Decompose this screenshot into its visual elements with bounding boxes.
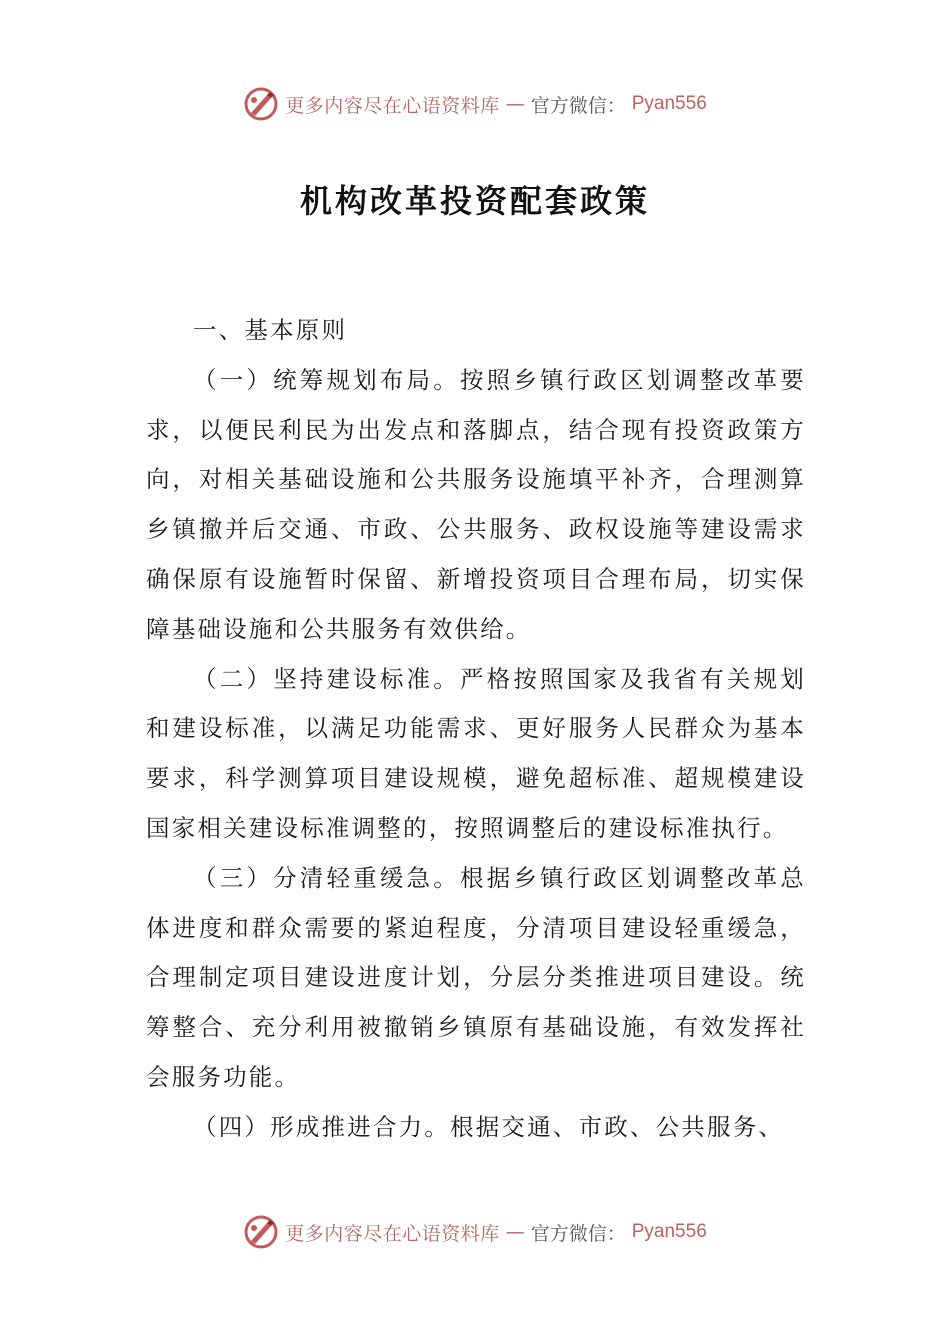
pen-circle-logo-icon	[243, 1214, 279, 1250]
paragraph-1: （一）统筹规划布局。按照乡镇行政区划调整改革要求，以便民利民为出发点和落脚点，结合现有投资政策方向，对相关基础设施和公共服务设施填平补齐，合理测算乡镇撤并后交通、市政、公共服务、政权设施等建设需求确保原有设施暂时保留、新增投资项目合理布局，切实保障基础设施和公共服务有效供给。	[146, 365, 806, 643]
watermark-id: Pyan556	[631, 93, 707, 114]
watermark-dash: —	[505, 1221, 525, 1243]
watermark-text: 更多内容尽在心语资料库	[285, 94, 500, 117]
watermark-header	[0, 84, 950, 124]
watermark-text: 更多内容尽在心语资料库	[285, 1222, 500, 1245]
paragraph-3: （三）分清轻重缓急。根据乡镇行政区划调整改革总体进度和群众需要的紧迫程度，分清项目建设轻重缓急，合理制定项目建设进度计划，分层分类推进项目建设。统筹整合、充分利用被撤销乡镇原有基础设施，有效发挥社会服务功能。	[146, 863, 806, 1091]
document-body	[146, 306, 806, 1153]
pen-circle-logo-icon	[243, 86, 279, 122]
watermark-official: 官方微信：	[530, 1222, 626, 1245]
paragraph-2: （二）坚持建设标准。严格按照国家及我省有关规划和建设标准，以满足功能需求、更好服务人民群众为基本要求，科学测算项目建设规模，避免超标准、超规模建设国家相关建设标准调整的，按照调整后的建设标准执行。	[146, 664, 806, 842]
watermark-footer	[0, 1212, 950, 1252]
paragraph-4: （四）形成推进合力。根据交通、市政、公共服务、	[193, 1112, 785, 1141]
watermark-official: 官方微信：	[530, 94, 626, 117]
watermark-id: Pyan556	[631, 1221, 707, 1242]
section-heading: 一、基本原则	[193, 316, 348, 344]
document-title: 机构改革投资配套政策	[299, 182, 650, 220]
watermark-dash: —	[505, 93, 525, 115]
